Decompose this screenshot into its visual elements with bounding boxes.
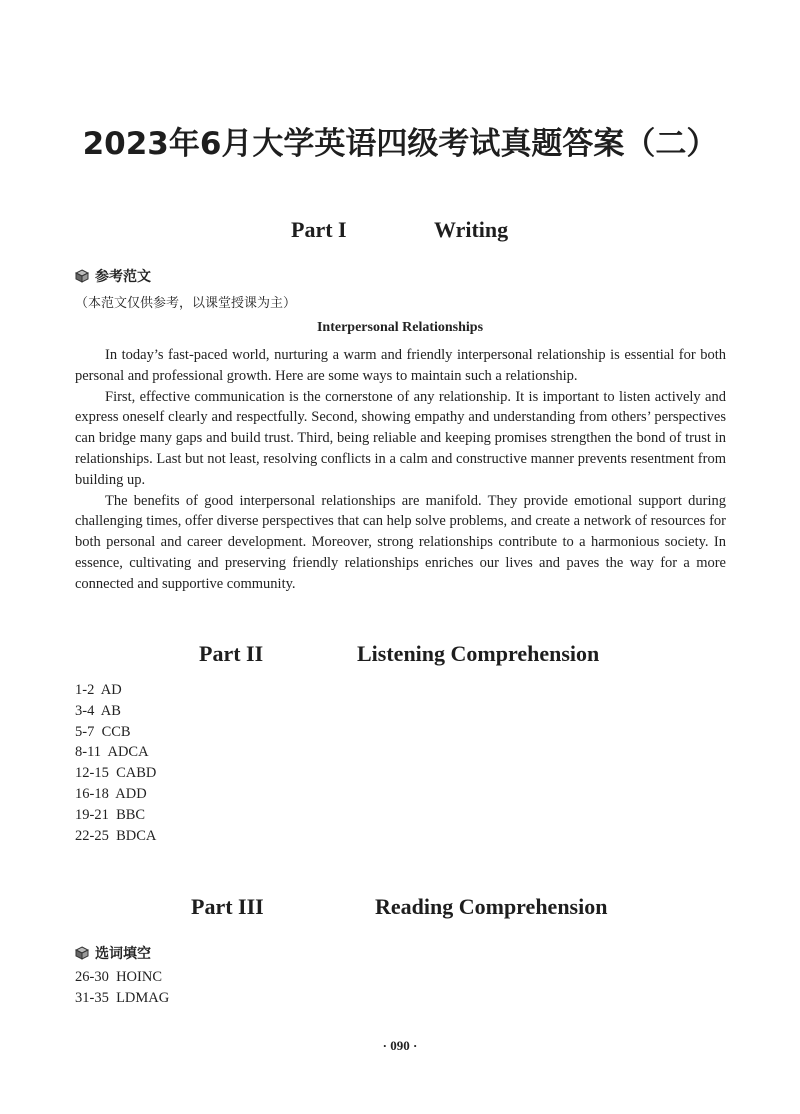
page-title: 2023年6月大学英语四级考试真题答案（二） [82,126,718,162]
answer-line: 19-21 BBC [75,806,146,823]
part-2-name: Listening Comprehension [357,641,600,666]
essay-title: Interpersonal Relationships [316,320,484,335]
part-1-name: Writing [434,217,509,242]
sample-essay-heading [75,266,151,286]
sample-essay-heading-text: 参考范文 [95,269,151,285]
page-number: · 090 · [382,1038,418,1053]
part-3-label: Part III [191,894,264,919]
essay-paragraph: First, effective communication is the cornerstone of any relationship. It is important to listen actively and express oneself clearly and respectfully. Second, showing empathy and understanding from others’ perspectives can bridge many gaps and build trust. Third, being reliable and keeping promises strengthen the bond of trust in relationships. Last but not least, resolving conflicts in a calm and constructive manner prevents resentment from building up. [75,388,726,488]
listening-answers [75,680,156,846]
answer-line: 16-18 ADD [75,785,147,802]
answer-line: 3-4 AB [75,702,121,719]
cube-icon [75,946,89,960]
essay-paragraph: In today’s fast-paced world, nurturing a warm and friendly interpersonal relationship is essential for both personal and professional growth. Here are some ways to maintain such a relationship. [75,347,726,384]
cube-icon [75,269,89,283]
word-bank-heading [75,943,151,963]
answer-line: 26-30 HOINC [75,969,162,985]
part-3-name: Reading Comprehension [375,894,608,919]
part-1-label: Part I [291,217,347,242]
answer-line: 31-35 LDMAG [75,989,170,1006]
answer-line: 12-15 CABD [75,765,157,782]
answer-line: 8-11 ADCA [75,744,149,761]
word-bank-heading-text: 选词填空 [95,946,151,962]
essay-paragraph: The benefits of good interpersonal relationships are manifold. They provide emotional support during challenging times, offer diverse perspectives that can help solve problems, and create a network of resources for both personal and career development. Moreover, strong relationships contribute to a harmonious society. In essence, cultivating and preserving friendly relationships enriches our lives and paves the way for a more connected and supportive community. [75,492,726,592]
sample-note: （本范文仅供参考，以课堂授课为主） [75,296,297,311]
answer-line: 5-7 CCB [75,723,131,740]
reading-answers [75,967,169,1009]
answer-line: 1-2 AD [75,682,122,698]
answer-line: 22-25 BDCA [75,827,157,844]
part-2-label: Part II [199,641,264,666]
essay-body [75,345,726,595]
